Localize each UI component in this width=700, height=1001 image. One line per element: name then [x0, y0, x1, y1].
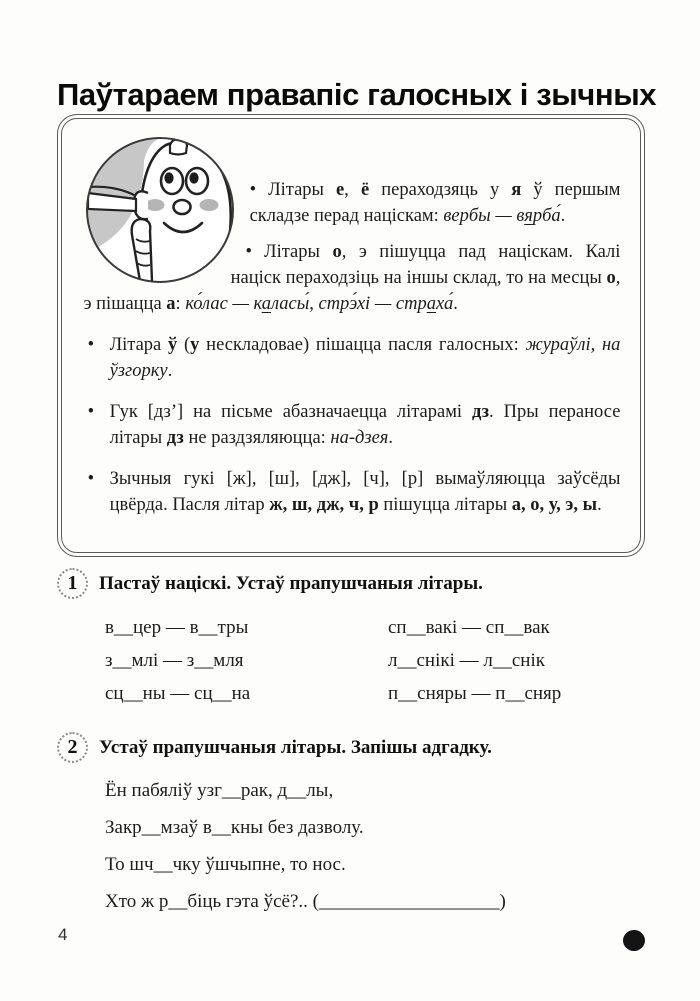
rule-text: Гук [дз’] на пісьме абазначаецца літарамі дз. Пры пераносе літары дз не раздзяляюцца: на-дзея. [109, 401, 621, 448]
riddle-line: Ён пабяліў узг__рак, д__лы, [105, 780, 334, 801]
bullet-icon: • [245, 241, 253, 262]
bullet-icon: • [87, 468, 95, 489]
rules-box-inner [61, 118, 642, 554]
rule-item [84, 332, 621, 384]
exercise-1-title: Пастаў націскі. Устаў прапушчаныя літары. [99, 572, 483, 594]
exercise-number-badge: 1 [57, 568, 88, 599]
exercise-2 [57, 732, 647, 927]
word-pair: п__сняры — п__сняр [388, 683, 562, 704]
rules-box [57, 114, 645, 557]
bullet-icon: • [249, 179, 257, 200]
bullet-icon: • [87, 401, 95, 422]
rule-text: Зычныя гукі [ж], [ш], [дж], [ч], [р] вымаўляюцца заўсёды цвёрда. Пасля літар ж, ш, дж, ч, р пішуцца літары а, о, у, э, ы. [109, 468, 621, 515]
rule-text: Літары о, э пішуцца пад націскам. Калі націск пераходзіць на іншы склад, то на месцы о, э пішацца а: ко́лас — каласы́, стрэ́хі — страха́. [83, 241, 621, 314]
bullet-icon: • [87, 334, 95, 355]
exercise-2-title: Устаў прапушчаныя літары. Запішы адгадку. [99, 736, 492, 758]
exercise-number-badge: 2 [57, 732, 88, 763]
exercise-1 [57, 568, 647, 706]
word-pair: сц__ны — сц__на [105, 683, 251, 704]
riddle-text [105, 779, 647, 914]
exercise-1-header [57, 568, 647, 599]
riddle-line: Хто ж р__біць гэта ўсё?.. (___________________) [105, 891, 506, 912]
page-title: Паўтараем правапіс галосных і зычных [57, 76, 657, 112]
page-number: 4 [58, 925, 68, 944]
exercise-2-header [57, 732, 647, 763]
riddle-line: Закр__мзаў в__кны без дазволу. [105, 817, 364, 838]
word-pair: л__снікі — л__снік [388, 650, 545, 671]
rule-text: Літара ў (у нескладовае) пішацца пасля галосных: жураўлі, на ўзгорку. [109, 334, 621, 381]
rule-item [84, 399, 621, 451]
word-pair: сп__вакі — сп__вак [388, 617, 550, 638]
pencil-mascot-illustration [84, 135, 236, 285]
rule-item [84, 466, 621, 518]
mascot-icon [84, 135, 236, 285]
word-pair: з__млі — з__мля [105, 650, 244, 671]
riddle-line: То шч__чку ўшчыпне, то нос. [105, 854, 346, 875]
word-pairs-grid [105, 616, 647, 706]
word-pair: в__цер — в__тры [105, 617, 249, 638]
rule-text: Літары е, ё пераходзяць у я ў першым складзе перад націскам: вербы — вярба́. [249, 179, 621, 226]
corner-dot-marker [623, 930, 645, 951]
